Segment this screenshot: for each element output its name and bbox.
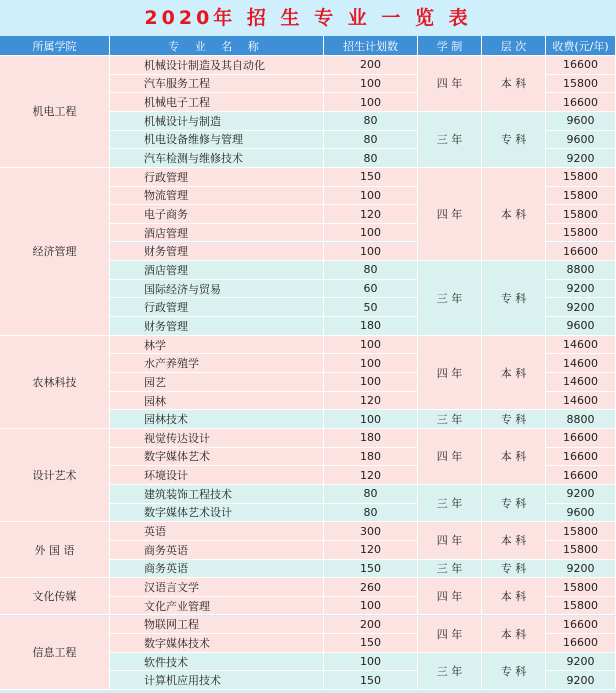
major-name: 行政管理 xyxy=(110,168,324,187)
tuition-fee: 8800 xyxy=(546,261,616,280)
enrollment-plan: 200 xyxy=(324,56,418,75)
education-level: 本 科 xyxy=(482,522,546,559)
enrollment-plan: 100 xyxy=(324,410,418,429)
education-level: 专 科 xyxy=(482,112,546,168)
education-level: 本 科 xyxy=(482,429,546,485)
enrollment-plan: 180 xyxy=(324,429,418,448)
major-name: 园林技术 xyxy=(110,410,324,429)
enrollment-table xyxy=(0,36,616,693)
tuition-fee: 15800 xyxy=(546,168,616,187)
enrollment-plan: 100 xyxy=(324,93,418,112)
major-name: 商务英语 xyxy=(110,541,324,560)
header-college: 所属学院 xyxy=(0,36,110,56)
education-level: 本 科 xyxy=(482,616,546,653)
college-name: 设计艺术 xyxy=(0,429,110,522)
enrollment-plan: 150 xyxy=(324,560,418,579)
tuition-fee: 16600 xyxy=(546,448,616,467)
tuition-fee: 15800 xyxy=(546,75,616,94)
college-name: 信息工程 xyxy=(0,616,110,691)
enrollment-plan: 100 xyxy=(324,653,418,672)
tuition-fee: 16600 xyxy=(546,429,616,448)
study-duration: 四 年 xyxy=(418,522,482,559)
major-name: 软件技术 xyxy=(110,653,324,672)
enrollment-plan: 180 xyxy=(324,448,418,467)
tuition-fee: 9600 xyxy=(546,131,616,150)
major-name: 视觉传达设计 xyxy=(110,429,324,448)
tuition-fee: 9200 xyxy=(546,653,616,672)
college-name: 文化传媒 xyxy=(0,578,110,615)
major-name: 环境设计 xyxy=(110,466,324,485)
header-major: 专 业 名 称 xyxy=(110,36,324,56)
header-fee: 收费(元/年) xyxy=(546,36,616,56)
tuition-fee: 9200 xyxy=(546,298,616,317)
major-name: 数字媒体技术 xyxy=(110,634,324,653)
tuition-fee: 8800 xyxy=(546,410,616,429)
college-name: 外 国 语 xyxy=(0,522,110,578)
tuition-fee: 16600 xyxy=(546,616,616,635)
major-name: 机械设计制造及其自动化 xyxy=(110,56,324,75)
tuition-fee: 9600 xyxy=(546,112,616,131)
enrollment-plan: 100 xyxy=(324,224,418,243)
major-name: 文化产业管理 xyxy=(110,597,324,616)
tuition-fee: 15800 xyxy=(546,541,616,560)
tuition-fee: 15800 xyxy=(546,187,616,206)
enrollment-plan: 120 xyxy=(324,392,418,411)
enrollment-plan: 80 xyxy=(324,131,418,150)
tuition-fee: 16600 xyxy=(546,466,616,485)
study-duration: 三 年 xyxy=(418,653,482,690)
major-name: 水产养殖学 xyxy=(110,354,324,373)
tuition-fee: 16600 xyxy=(546,56,616,75)
study-duration: 四 年 xyxy=(418,578,482,615)
enrollment-plan: 80 xyxy=(324,504,418,523)
enrollment-plan: 120 xyxy=(324,205,418,224)
study-duration: 三 年 xyxy=(418,261,482,336)
enrollment-plan: 150 xyxy=(324,634,418,653)
major-name: 计算机应用技术 xyxy=(110,671,324,690)
major-name: 电子商务 xyxy=(110,205,324,224)
enrollment-plan: 80 xyxy=(324,149,418,168)
major-name: 汽车服务工程 xyxy=(110,75,324,94)
major-name: 汽车检测与维修技术 xyxy=(110,149,324,168)
major-name: 机械设计与制造 xyxy=(110,112,324,131)
study-duration: 三 年 xyxy=(418,485,482,522)
enrollment-plan: 100 xyxy=(324,336,418,355)
enrollment-plan: 100 xyxy=(324,187,418,206)
enrollment-plan: 150 xyxy=(324,168,418,187)
major-name: 财务管理 xyxy=(110,317,324,336)
enrollment-plan: 200 xyxy=(324,616,418,635)
major-name: 英语 xyxy=(110,522,324,541)
education-level: 专 科 xyxy=(482,560,546,579)
enrollment-plan: 80 xyxy=(324,261,418,280)
enrollment-plan: 100 xyxy=(324,597,418,616)
tuition-fee: 15800 xyxy=(546,597,616,616)
tuition-fee: 15800 xyxy=(546,205,616,224)
education-level: 专 科 xyxy=(482,261,546,336)
tuition-fee: 14600 xyxy=(546,392,616,411)
major-name: 酒店管理 xyxy=(110,224,324,243)
study-duration: 三 年 xyxy=(418,112,482,168)
major-name: 财务管理 xyxy=(110,243,324,262)
study-duration: 四 年 xyxy=(418,616,482,653)
enrollment-plan: 150 xyxy=(324,671,418,690)
enrollment-plan: 50 xyxy=(324,298,418,317)
education-level: 专 科 xyxy=(482,410,546,429)
college-name: 农林科技 xyxy=(0,336,110,429)
tuition-fee: 9200 xyxy=(546,149,616,168)
major-name: 园林 xyxy=(110,392,324,411)
tuition-fee: 9200 xyxy=(546,560,616,579)
education-level: 本 科 xyxy=(482,336,546,411)
tuition-fee: 14600 xyxy=(546,354,616,373)
enrollment-plan: 100 xyxy=(324,243,418,262)
education-level: 本 科 xyxy=(482,168,546,261)
enrollment-plan: 120 xyxy=(324,466,418,485)
header-level: 层 次 xyxy=(482,36,546,56)
tuition-fee: 9200 xyxy=(546,485,616,504)
major-name: 林学 xyxy=(110,336,324,355)
study-duration: 四 年 xyxy=(418,168,482,261)
enrollment-plan: 100 xyxy=(324,373,418,392)
enrollment-plan: 80 xyxy=(324,485,418,504)
major-name: 汉语言文学 xyxy=(110,578,324,597)
enrollment-plan: 80 xyxy=(324,112,418,131)
study-duration: 三 年 xyxy=(418,410,482,429)
major-name: 机电设备维修与管理 xyxy=(110,131,324,150)
major-name: 园艺 xyxy=(110,373,324,392)
education-level: 专 科 xyxy=(482,653,546,690)
major-name: 数字媒体艺术设计 xyxy=(110,504,324,523)
study-duration: 四 年 xyxy=(418,56,482,112)
study-duration: 四 年 xyxy=(418,429,482,485)
college-name: 经济管理 xyxy=(0,168,110,336)
major-name: 数字媒体艺术 xyxy=(110,448,324,467)
enrollment-plan: 100 xyxy=(324,75,418,94)
tuition-fee: 15800 xyxy=(546,224,616,243)
enrollment-plan: 120 xyxy=(324,541,418,560)
header-duration: 学 制 xyxy=(418,36,482,56)
major-name: 酒店管理 xyxy=(110,261,324,280)
header-plan: 招生计划数 xyxy=(324,36,418,56)
tuition-fee: 9600 xyxy=(546,317,616,336)
tuition-fee: 15800 xyxy=(546,578,616,597)
tuition-fee: 16600 xyxy=(546,634,616,653)
tuition-fee: 14600 xyxy=(546,373,616,392)
major-name: 机械电子工程 xyxy=(110,93,324,112)
tuition-fee: 15800 xyxy=(546,522,616,541)
major-name: 物联网工程 xyxy=(110,616,324,635)
tuition-fee: 16600 xyxy=(546,243,616,262)
enrollment-plan: 300 xyxy=(324,522,418,541)
tuition-fee: 9200 xyxy=(546,671,616,690)
enrollment-plan: 100 xyxy=(324,354,418,373)
college-name: 机电工程 xyxy=(0,56,110,168)
study-duration: 三 年 xyxy=(418,560,482,579)
major-name: 行政管理 xyxy=(110,298,324,317)
enrollment-plan: 260 xyxy=(324,578,418,597)
enrollment-plan: 180 xyxy=(324,317,418,336)
study-duration: 四 年 xyxy=(418,336,482,411)
education-level: 本 科 xyxy=(482,56,546,112)
major-name: 商务英语 xyxy=(110,560,324,579)
tuition-fee: 9600 xyxy=(546,504,616,523)
enrollment-plan: 60 xyxy=(324,280,418,299)
tuition-fee: 9200 xyxy=(546,280,616,299)
major-name: 建筑装饰工程技术 xyxy=(110,485,324,504)
tuition-fee: 14600 xyxy=(546,336,616,355)
major-name: 国际经济与贸易 xyxy=(110,280,324,299)
education-level: 本 科 xyxy=(482,578,546,615)
tuition-fee: 16600 xyxy=(546,93,616,112)
page-title: 2020年 招 生 专 业 一 览 表 xyxy=(144,7,472,29)
education-level: 专 科 xyxy=(482,485,546,522)
major-name: 物流管理 xyxy=(110,187,324,206)
